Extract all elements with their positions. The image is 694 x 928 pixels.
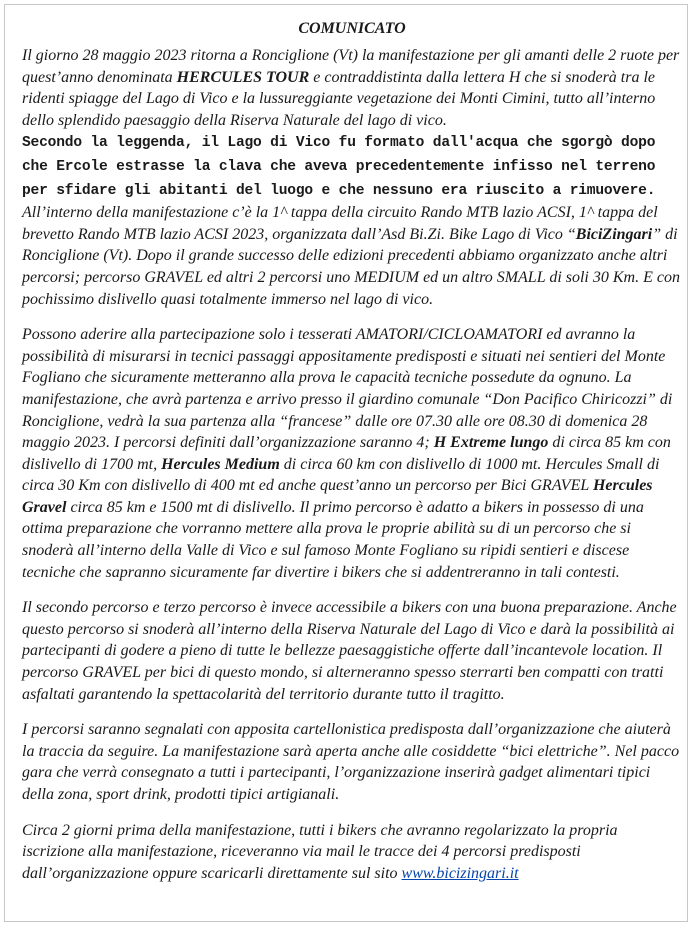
legend-text-2: che Ercole estrasse la clava che aveva precedentemente infisso nel terreno per sfidare gli abitanti del luogo e che nessuno era riuscito a rimuovere. <box>22 158 656 199</box>
website-link[interactable]: www.bicizingari.it <box>401 864 519 882</box>
document-frame <box>4 4 688 922</box>
page-title: COMUNICATO <box>298 20 406 37</box>
routes-text-4: circa 85 km e 1500 mt di dislivello. Il primo percorso è adatto a bikers in possesso di una ottima preparazione che vorranno mettere alla prova le proprie abilità su di un percorso che si snoderà all’interno della Valle di Vico e sul famoso Monte Fogliano su ripidi sentieri e discese tecniche che sapranno sicuramente far divertire i bikers che si addentreranno in tali contesti. <box>22 498 644 581</box>
intro-text-3: All’interno della manifestazione c’è la 1^ tappa della circuito Rando MTB lazio ACSI, 1^ tappa del brevetto Rando MTB lazio ACSI 2023, organizzata dall’Asd Bi.Zi. Bike Lago di Vico “ <box>22 204 658 243</box>
legend-text: Secondo la leggenda, il Lago di Vico fu formato dall'acqua che sgorgò dopo <box>22 135 656 152</box>
route-gravel: Hercules Gravel <box>22 477 653 516</box>
intro-text-2: e contraddistinta dalla lettera H che si snoderà tra le ridenti spiagge del Lago di Vico e la lussureggiante vegetazione dei Monti Cimini, tutto all’interno dello splendido paesaggio della Riserva Naturale del lago di vico. <box>22 68 656 129</box>
routes-text-3: di circa 60 km con dislivello di 1000 mt. Hercules Small di circa 30 Km con dislivello di 400 mt ed anche quest’anno un percorso per Bici GRAVEL <box>22 455 660 495</box>
document-body <box>22 19 682 898</box>
paragraph-intro <box>22 45 682 310</box>
routes-text-2: di circa 85 km con dislivello di 1700 mt, <box>22 434 671 473</box>
event-name: HERCULES TOUR <box>176 68 310 86</box>
paragraph-tracks <box>22 820 682 885</box>
organizer-name: BiciZingari <box>575 225 653 243</box>
intro-text: Il giorno 28 maggio 2023 ritorna a Ronciglione (Vt) la manifestazione per gli amanti delle 2 ruote per quest’anno denominata <box>22 47 680 86</box>
route-extreme: H Extreme lungo <box>433 434 549 452</box>
route-medium: Hercules Medium <box>161 455 280 473</box>
paragraph-signage: I percorsi saranno segnalati con apposita cartellonistica predisposta dall’organizzazione che aiuterà la traccia da seguire. La manifestazione sarà aperta anche alle cosiddette “bici elettriche”. Nel pacco gara che verrà consegnato a tutti i partecipanti, l’organizzazione inserirà gadget alimentari tipici della zona, sport drink, prodotti tipici artigianali. <box>22 721 680 803</box>
paragraph-second-route: Il secondo percorso e terzo percorso è invece accessibile a bikers con una buona preparazione. Anche questo percorso si snoderà all’interno della Riserva Naturale del Lago di Vico e darà la possibilità ai partecipanti di godere a pieno di tutte le bellezze paesaggistiche offerte dall’incantevole location. Il percorso GRAVEL per bici di questo mondo, si alterneranno spesso sterrarti ben compatti con tratti asfaltati garantendo la spettacolarità del territorio durante tutto il tragitto. <box>22 599 677 703</box>
routes-text: Possono aderire alla partecipazione solo i tesserati AMATORI/CICLOAMATORI ed avranno la possibilità di misurarsi in tecnici passaggi appositamente predisposti e situati nei sentieri del Monte Fogliano che sicuramente metteranno alla prova le capacità tecniche possedute da ognuno. La manifestazione, che avrà partenza e arrivo presso il giardino comunale “Don Pacifico Chiricozzi” di Ronciglione, vedrà la sua partenza alla “francese” dalle ore 07.30 alle ore 08.30 di domenica 28 maggio 2023. I percorsi definiti dall’organizzazione saranno 4; <box>22 326 673 452</box>
intro-text-4: ” di Ronciglione (Vt). Dopo il grande successo delle edizioni precedenti abbiamo organizzato anche altri percorsi; percorso GRAVEL ed altri 2 percorsi uno MEDIUM ed un altro SMALL di soli 30 Km. E con pochissimo dislivello quasi totalmente immerso nel lago di vico. <box>22 225 680 308</box>
tracks-text: Circa 2 giorni prima della manifestazione, tutti i bikers che avranno regolarizzato la propria iscrizione alla manifestazione, riceveranno via mail le tracce dei 4 percorsi predisposti dall’organizzazione oppure scaricarli direttamente sul sito <box>22 821 618 882</box>
paragraph-routes <box>22 324 682 583</box>
